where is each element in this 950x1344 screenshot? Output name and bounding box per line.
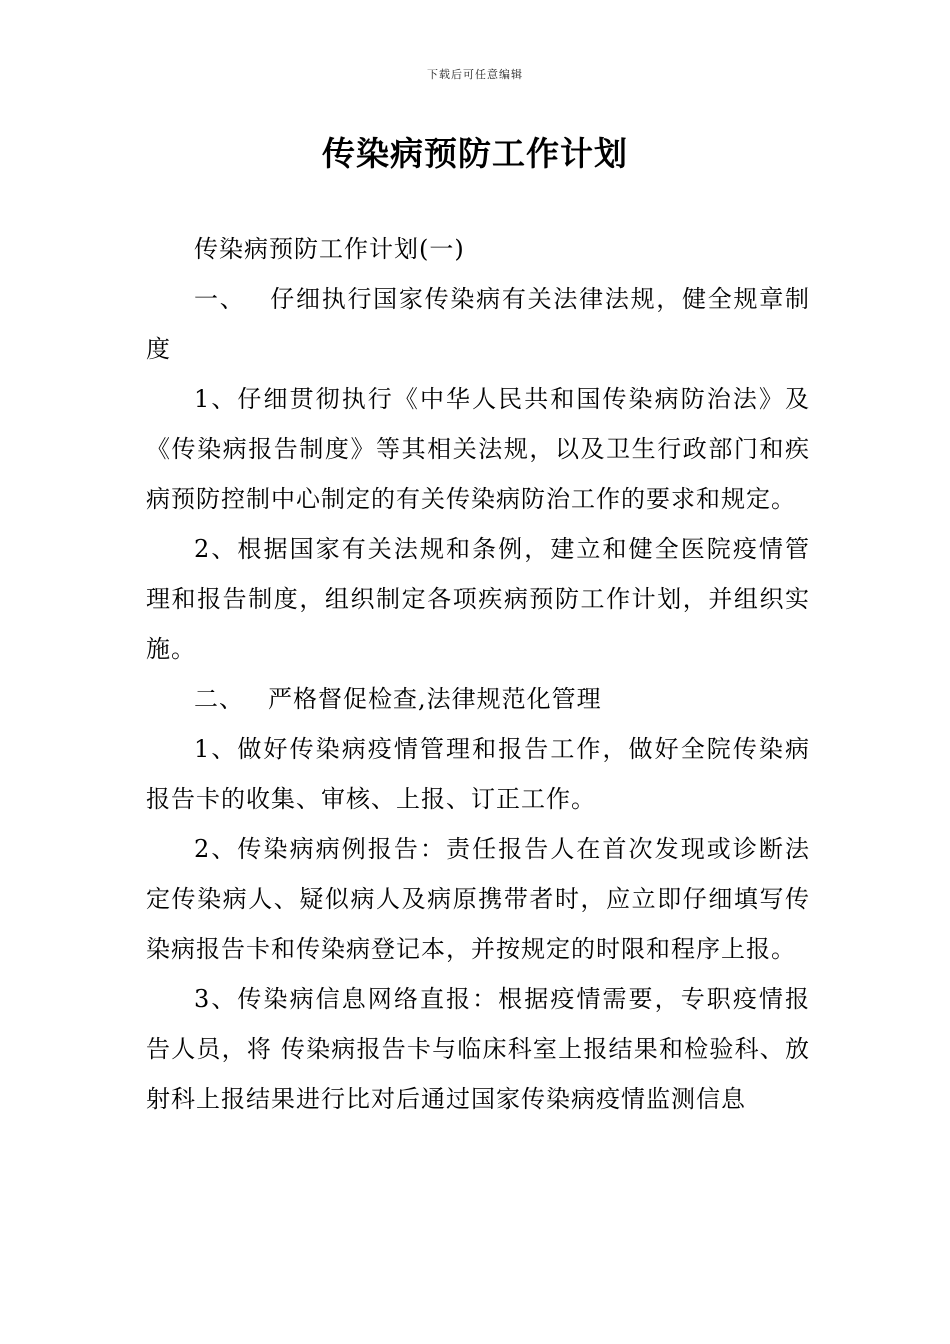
section-heading-text: 严格督促检查,法律规范化管理 [268,685,602,713]
paragraph-1-1: 1、仔细贯彻执行《中华人民共和国传染病防治法》及《传染病报告制度》等其相关法规，以及卫生行政部门和疾病预防控制中心制定的有关传染病防治工作的要求和规定。 [146,385,810,513]
document-title: 传染病预防工作计划 [322,134,628,173]
paragraph-2-3: 3、传染病信息网络直报：根据疫情需要，专职疫情报告人员，将 传染病报告卡与临床科室上报结果和检验科、放射科上报结果进行比对后通过国家传染病疫情监测信息 [146,985,810,1113]
section-number: 一、 [194,285,246,313]
paragraph-section-2-heading [146,674,810,724]
paragraph-2-2: 2、传染病病例报告：责任报告人在首次发现或诊断法定传染病人、疑似病人及病原携带者时，应立即仔细填写传染病报告卡和传染病登记本，并按规定的时限和程序上报。 [146,835,810,963]
section-heading-text: 仔细执行国家传染病有关法律法规，健全规章制度 [146,285,811,363]
document-body [146,224,810,1124]
section-number: 二、 [194,685,244,713]
header-note: 下载后可任意编辑 [427,68,523,81]
paragraph-1-2: 2、根据国家有关法规和条例，建立和健全医院疫情管理和报告制度，组织制定各项疾病预防工作计划，并组织实施。 [146,535,810,663]
paragraph-section-1-heading [146,274,810,374]
paragraph-subtitle: 传染病预防工作计划(一) [194,235,465,263]
paragraph-2-1: 1、做好传染病疫情管理和报告工作，做好全院传染病报告卡的收集、审核、上报、订正工作。 [146,735,810,813]
